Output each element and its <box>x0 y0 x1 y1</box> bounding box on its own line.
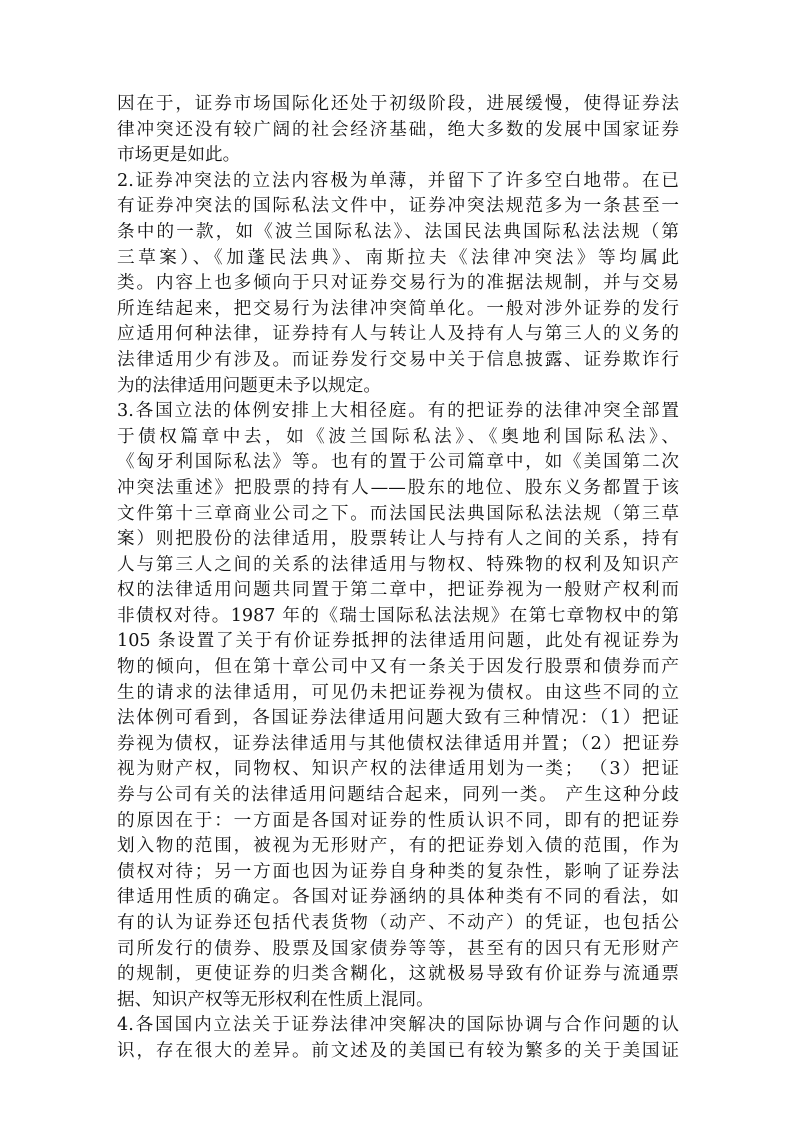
text-line: 律适用性质的确定。各国对证券涵纳的具体种类有不同的看法，如 <box>117 887 679 908</box>
text-line: 冲突法重述》把股票的持有人——股东的地位、股东义务都置于该 <box>117 477 679 498</box>
text-line: 据、知识产权等无形权利在性质上混同。 <box>117 989 434 1010</box>
text-line: 物的倾向，但在第十章公司中又有一条关于因发行股票和债券而产 <box>117 657 679 678</box>
text-line: 类。内容上也多倾向于只对证券交易行为的准据法规制，并与交易 <box>117 273 679 294</box>
text-line: 生的请求的法律适用，可见仍未把证券视为债权。由这些不同的立 <box>117 682 679 703</box>
text-line: 法体例可看到，各国证券法律适用问题大致有三种情况：（1）把证 <box>117 708 679 729</box>
text-line: 律冲突还没有较广阔的社会经济基础，绝大多数的发展中国家证券 <box>117 119 679 140</box>
text-line: 105 条设置了关于有价证券抵押的法律适用问题，此处有视证券为 <box>117 631 679 652</box>
text-line: 司所发行的债券、股票及国家债券等等，甚至有的因只有无形财产 <box>117 938 679 959</box>
text-line: 应适用何种法律，证券持有人与转让人及持有人与第三人的义务的 <box>117 324 679 345</box>
text-line: 2.证券冲突法的立法内容极为单薄，并留下了许多空白地带。在已 <box>117 170 679 191</box>
text-line: 权的法律适用问题共同置于第二章中，把证券视为一般财产权利而 <box>117 580 679 601</box>
text-line: 《匈牙利国际私法》等。也有的置于公司篇章中，如《美国第二次 <box>117 452 679 473</box>
text-line: 条中的一款，如《波兰国际私法》、法国民法典国际私法法规（第 <box>117 221 679 242</box>
paragraph <box>117 169 679 399</box>
text-line: 的原因在于：一方面是各国对证券的性质认识不同，即有的把证券 <box>117 810 679 831</box>
text-line: 于债权篇章中去，如《波兰国际私法》、《奥地利国际私法》、 <box>117 426 679 447</box>
text-line: 法律适用少有涉及。而证券发行交易中关于信息披露、证券欺诈行 <box>117 349 679 370</box>
paragraph <box>117 92 679 169</box>
text-line: 3.各国立法的体例安排上大相径庭。有的把证券的法律冲突全部置 <box>117 401 679 422</box>
text-line: 人与第三人之间的关系的法律适用与物权、特殊物的权利及知识产 <box>117 554 679 575</box>
text-line: 文件第十三章商业公司之下。而法国民法典国际私法法规（第三草 <box>117 503 679 524</box>
text-line: 视为财产权，同物权、知识产权的法律适用划为一类； （3）把证 <box>117 759 679 780</box>
document-page <box>117 92 679 1065</box>
text-line: 有证券冲突法的国际私法文件中，证券冲突法规范多为一条甚至一 <box>117 196 679 217</box>
text-line: 案）则把股份的法律适用，股票转让人与持有人之间的关系，持有 <box>117 529 679 550</box>
text-line: 因在于，证券市场国际化还处于初级阶段，进展缓慢，使得证券法 <box>117 94 679 114</box>
text-line: 识，存在很大的差异。前文述及的美国已有较为繁多的关于美国证 <box>117 1040 679 1061</box>
paragraph <box>117 1013 679 1064</box>
text-line: 三草案）、《加蓬民法典》、南斯拉夫《法律冲突法》等均属此 <box>117 247 679 268</box>
text-line: 券视为债权，证券法律适用与其他债权法律适用并置；（2）把证券 <box>117 733 679 754</box>
text-line: 为的法律适用问题更未予以规定。 <box>117 375 381 396</box>
text-line: 券与公司有关的法律适用问题结合起来，同列一类。 产生这种分歧 <box>117 785 679 806</box>
text-line: 的规制，更使证券的归类含糊化，这就极易导致有价证券与流通票 <box>117 964 679 985</box>
text-line: 市场更是如此。 <box>117 145 241 166</box>
text-line: 债权对待；另一方面也因为证券自身种类的复杂性，影响了证券法 <box>117 861 679 882</box>
text-line: 有的认为证券还包括代表货物（动产、不动产）的凭证，也包括公 <box>117 913 679 933</box>
text-line: 4.各国国内立法关于证券法律冲突解决的国际协调与合作问题的认 <box>117 1015 679 1036</box>
text-line: 所连结起来，把交易行为法律冲突简单化。一般对涉外证券的发行 <box>117 298 679 319</box>
paragraph <box>117 399 679 1013</box>
text-line: 划入物的范围，被视为无形财产，有的把证券划入债的范围，作为 <box>117 836 679 857</box>
text-line: 非债权对待。1987 年的《瑞士国际私法法规》在第七章物权中的第 <box>117 605 679 626</box>
